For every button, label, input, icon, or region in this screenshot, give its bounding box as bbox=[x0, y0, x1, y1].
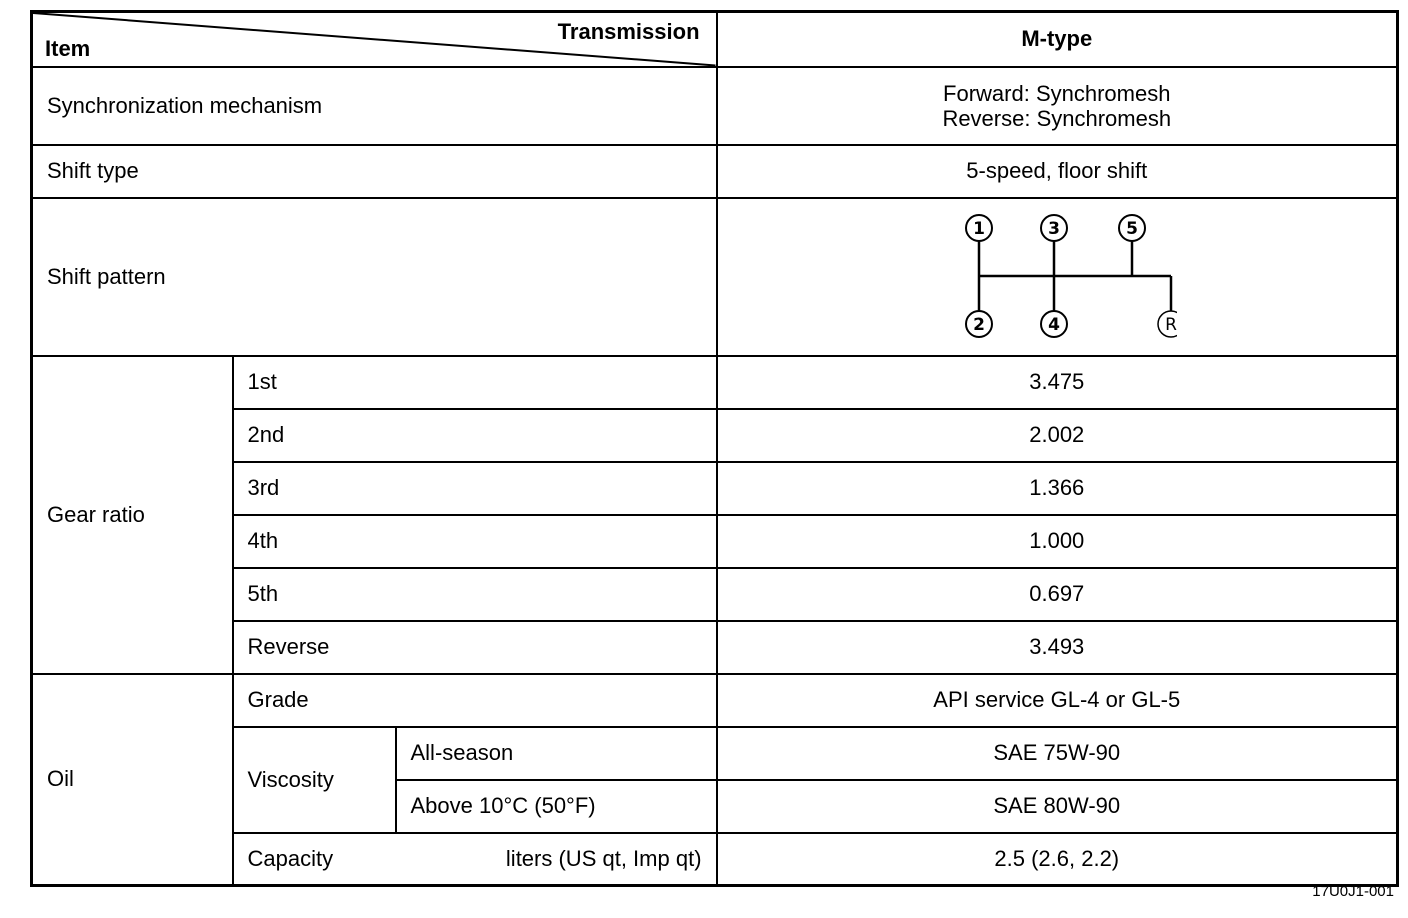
gear-1-label: 1 bbox=[972, 218, 985, 239]
gear-ratio-row bbox=[32, 568, 1398, 621]
gear-ratio-row bbox=[32, 462, 1398, 515]
oil-viscosity-label: Viscosity bbox=[233, 727, 396, 833]
oil-capacity-label-cell bbox=[233, 833, 717, 886]
gear-ratio-row bbox=[32, 409, 1398, 462]
figure-code: 17U0J1-001 bbox=[1312, 883, 1394, 900]
gear-3-marker bbox=[1041, 215, 1067, 241]
gear-ratio-value: 1.366 bbox=[717, 462, 1398, 515]
model-header: M-type bbox=[717, 12, 1398, 67]
gear-ratio-value: 3.475 bbox=[717, 356, 1398, 409]
shift-pattern-row bbox=[32, 198, 1398, 356]
gear-2-marker bbox=[966, 311, 992, 337]
gear-ratio-value: 2.002 bbox=[717, 409, 1398, 462]
gear-ratio-row bbox=[32, 621, 1398, 674]
gear-ratio-value: 1.000 bbox=[717, 515, 1398, 568]
shift-pattern-diagram bbox=[937, 207, 1177, 347]
viscosity-above-value: SAE 80W-90 bbox=[717, 780, 1398, 833]
oil-viscosity-row bbox=[32, 727, 1398, 780]
sync-forward: Forward: Synchromesh bbox=[943, 80, 1171, 106]
gear-ratio-label: Gear ratio bbox=[32, 356, 233, 674]
sync-label: Synchronization mechanism bbox=[32, 67, 717, 145]
header-row bbox=[32, 12, 1398, 67]
sync-value bbox=[717, 67, 1398, 145]
gear-name: 5th bbox=[233, 568, 717, 621]
oil-capacity-value: 2.5 (2.6, 2.2) bbox=[717, 833, 1398, 886]
viscosity-all-season-label: All-season bbox=[396, 727, 717, 780]
oil-capacity-row bbox=[32, 833, 1398, 886]
transmission-header-label: Transmission bbox=[557, 19, 700, 44]
gear-5-label: 5 bbox=[1125, 218, 1138, 239]
oil-grade-label: Grade bbox=[233, 674, 717, 727]
shift-type-value: 5-speed, floor shift bbox=[717, 145, 1398, 198]
viscosity-above-label: Above 10°C (50°F) bbox=[396, 780, 717, 833]
oil-capacity-unit: liters (US qt, Imp qt) bbox=[505, 845, 702, 871]
gear-ratio-value: 0.697 bbox=[717, 568, 1398, 621]
oil-label: Oil bbox=[32, 674, 233, 886]
gear-ratio-row bbox=[32, 356, 1398, 409]
shift-type-row bbox=[32, 145, 1398, 198]
item-header-label: Item bbox=[45, 35, 91, 61]
specification-table bbox=[30, 10, 1399, 887]
shift-type-label: Shift type bbox=[32, 145, 717, 198]
gear-name: 4th bbox=[233, 515, 717, 568]
oil-capacity-label: Capacity bbox=[247, 845, 334, 871]
gear-name: 2nd bbox=[233, 409, 717, 462]
shift-pattern-label: Shift pattern bbox=[32, 198, 717, 356]
gear-name: Reverse bbox=[233, 621, 717, 674]
gear-ratio-row bbox=[32, 515, 1398, 568]
gear-4-label: 4 bbox=[1047, 314, 1060, 335]
viscosity-all-season-value: SAE 75W-90 bbox=[717, 727, 1398, 780]
gear-1-marker bbox=[966, 215, 992, 241]
sync-reverse: Reverse: Synchromesh bbox=[942, 105, 1172, 131]
gear-ratio-value: 3.493 bbox=[717, 621, 1398, 674]
gear-4-marker bbox=[1041, 311, 1067, 337]
sync-row bbox=[32, 67, 1398, 145]
gear-r-label: R bbox=[1164, 314, 1177, 335]
gear-2-label: 2 bbox=[972, 314, 985, 335]
shift-pattern-diagram-cell bbox=[717, 198, 1398, 356]
item-transmission-header bbox=[32, 12, 717, 67]
oil-grade-row bbox=[32, 674, 1398, 727]
gear-name: 1st bbox=[233, 356, 717, 409]
gear-3-label: 3 bbox=[1047, 218, 1060, 239]
gear-5-marker bbox=[1119, 215, 1145, 241]
oil-grade-value: API service GL-4 or GL-5 bbox=[717, 674, 1398, 727]
gear-name: 3rd bbox=[233, 462, 717, 515]
gear-r-marker bbox=[1158, 311, 1177, 337]
